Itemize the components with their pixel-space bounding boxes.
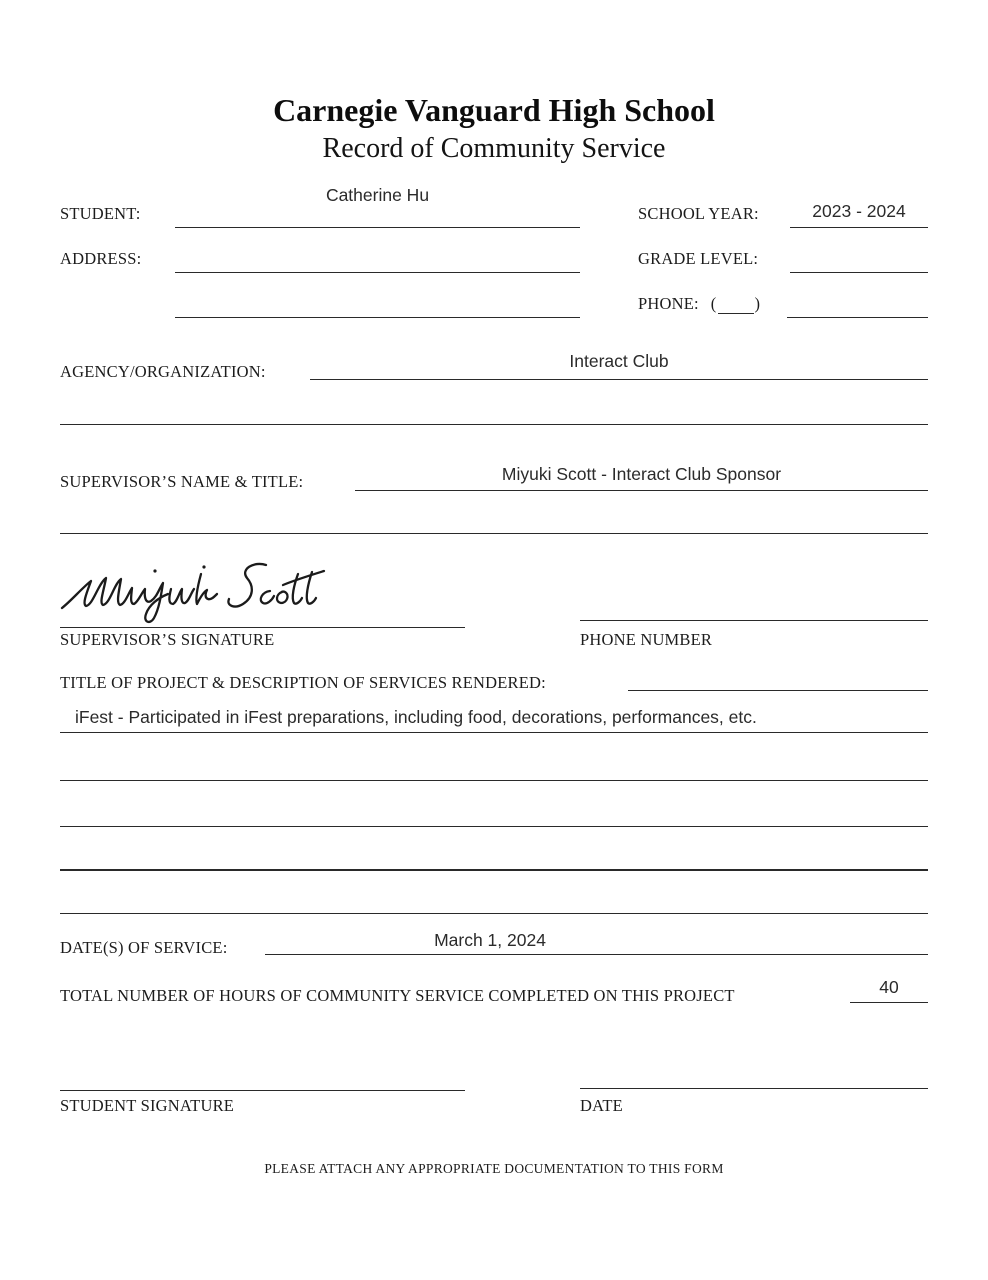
supervisor-signature-label: SUPERVISOR’S SIGNATURE (60, 630, 275, 649)
dates-of-service-label: DATE(S) OF SERVICE: (60, 938, 228, 957)
total-hours-line (850, 1002, 928, 1003)
supervisor-name-title-label: SUPERVISOR’S NAME & TITLE: (60, 472, 304, 491)
student-label: STUDENT: (60, 204, 141, 223)
school-year-value: 2023 - 2024 (812, 201, 906, 221)
date-label: DATE (580, 1096, 623, 1115)
student-signature-line (60, 1090, 465, 1091)
supervisor-signature-line (60, 627, 465, 628)
dates-of-service-line (265, 954, 928, 955)
phone-label-text: PHONE: (638, 294, 699, 313)
project-label-line (628, 690, 928, 691)
project-description-line (60, 732, 928, 733)
address-label: ADDRESS: (60, 249, 142, 268)
address-line-1 (175, 272, 580, 273)
footer-note: PLEASE ATTACH ANY APPROPRIATE DOCUMENTATION TO THIS FORM (264, 1161, 724, 1176)
phone-line (787, 317, 928, 318)
project-description-value: iFest - Participated in iFest preparations, including food, decorations, performances, etc. (75, 707, 757, 727)
supervisor-phone-label: PHONE NUMBER (580, 630, 713, 649)
agency-line (310, 379, 928, 380)
supervisor-extra-line (60, 533, 928, 534)
agency-value: Interact Club (569, 351, 669, 371)
phone-paren-close: ) (754, 294, 761, 313)
description-blank-line-2 (60, 826, 928, 827)
grade-level-label: GRADE LEVEL: (638, 249, 759, 268)
form-title: Carnegie Vanguard High School (273, 92, 715, 128)
description-blank-line-1 (60, 780, 928, 781)
dates-of-service-value: March 1, 2024 (434, 930, 546, 950)
supervisor-phone-line (580, 620, 928, 621)
student-signature-label: STUDENT SIGNATURE (60, 1096, 235, 1115)
total-hours-value: 40 (879, 977, 899, 997)
school-year-label: SCHOOL YEAR: (638, 204, 759, 223)
supervisor-signature-image (58, 554, 330, 628)
phone-area-code-line (718, 300, 754, 314)
description-blank-line-4 (60, 913, 928, 914)
form-subtitle: Record of Community Service (322, 133, 666, 164)
grade-level-line (790, 272, 928, 273)
supervisor-name-title-line (355, 490, 928, 491)
date-line (580, 1088, 928, 1089)
supervisor-name-title-value: Miyuki Scott - Interact Club Sponsor (501, 464, 782, 484)
school-year-line (790, 227, 928, 228)
address-line-2 (175, 317, 580, 318)
student-line (175, 227, 580, 228)
phone-label (638, 294, 760, 314)
total-hours-label: TOTAL NUMBER OF HOURS OF COMMUNITY SERVICE COMPLETED ON THIS PROJECT (60, 986, 735, 1005)
agency-extra-line (60, 424, 928, 425)
student-value: Catherine Hu (325, 185, 430, 205)
agency-label: AGENCY/ORGANIZATION: (60, 362, 266, 381)
phone-paren-open: ( (710, 294, 717, 313)
description-blank-line-3 (60, 869, 928, 871)
project-label: TITLE OF PROJECT & DESCRIPTION OF SERVICES RENDERED: (60, 673, 546, 692)
